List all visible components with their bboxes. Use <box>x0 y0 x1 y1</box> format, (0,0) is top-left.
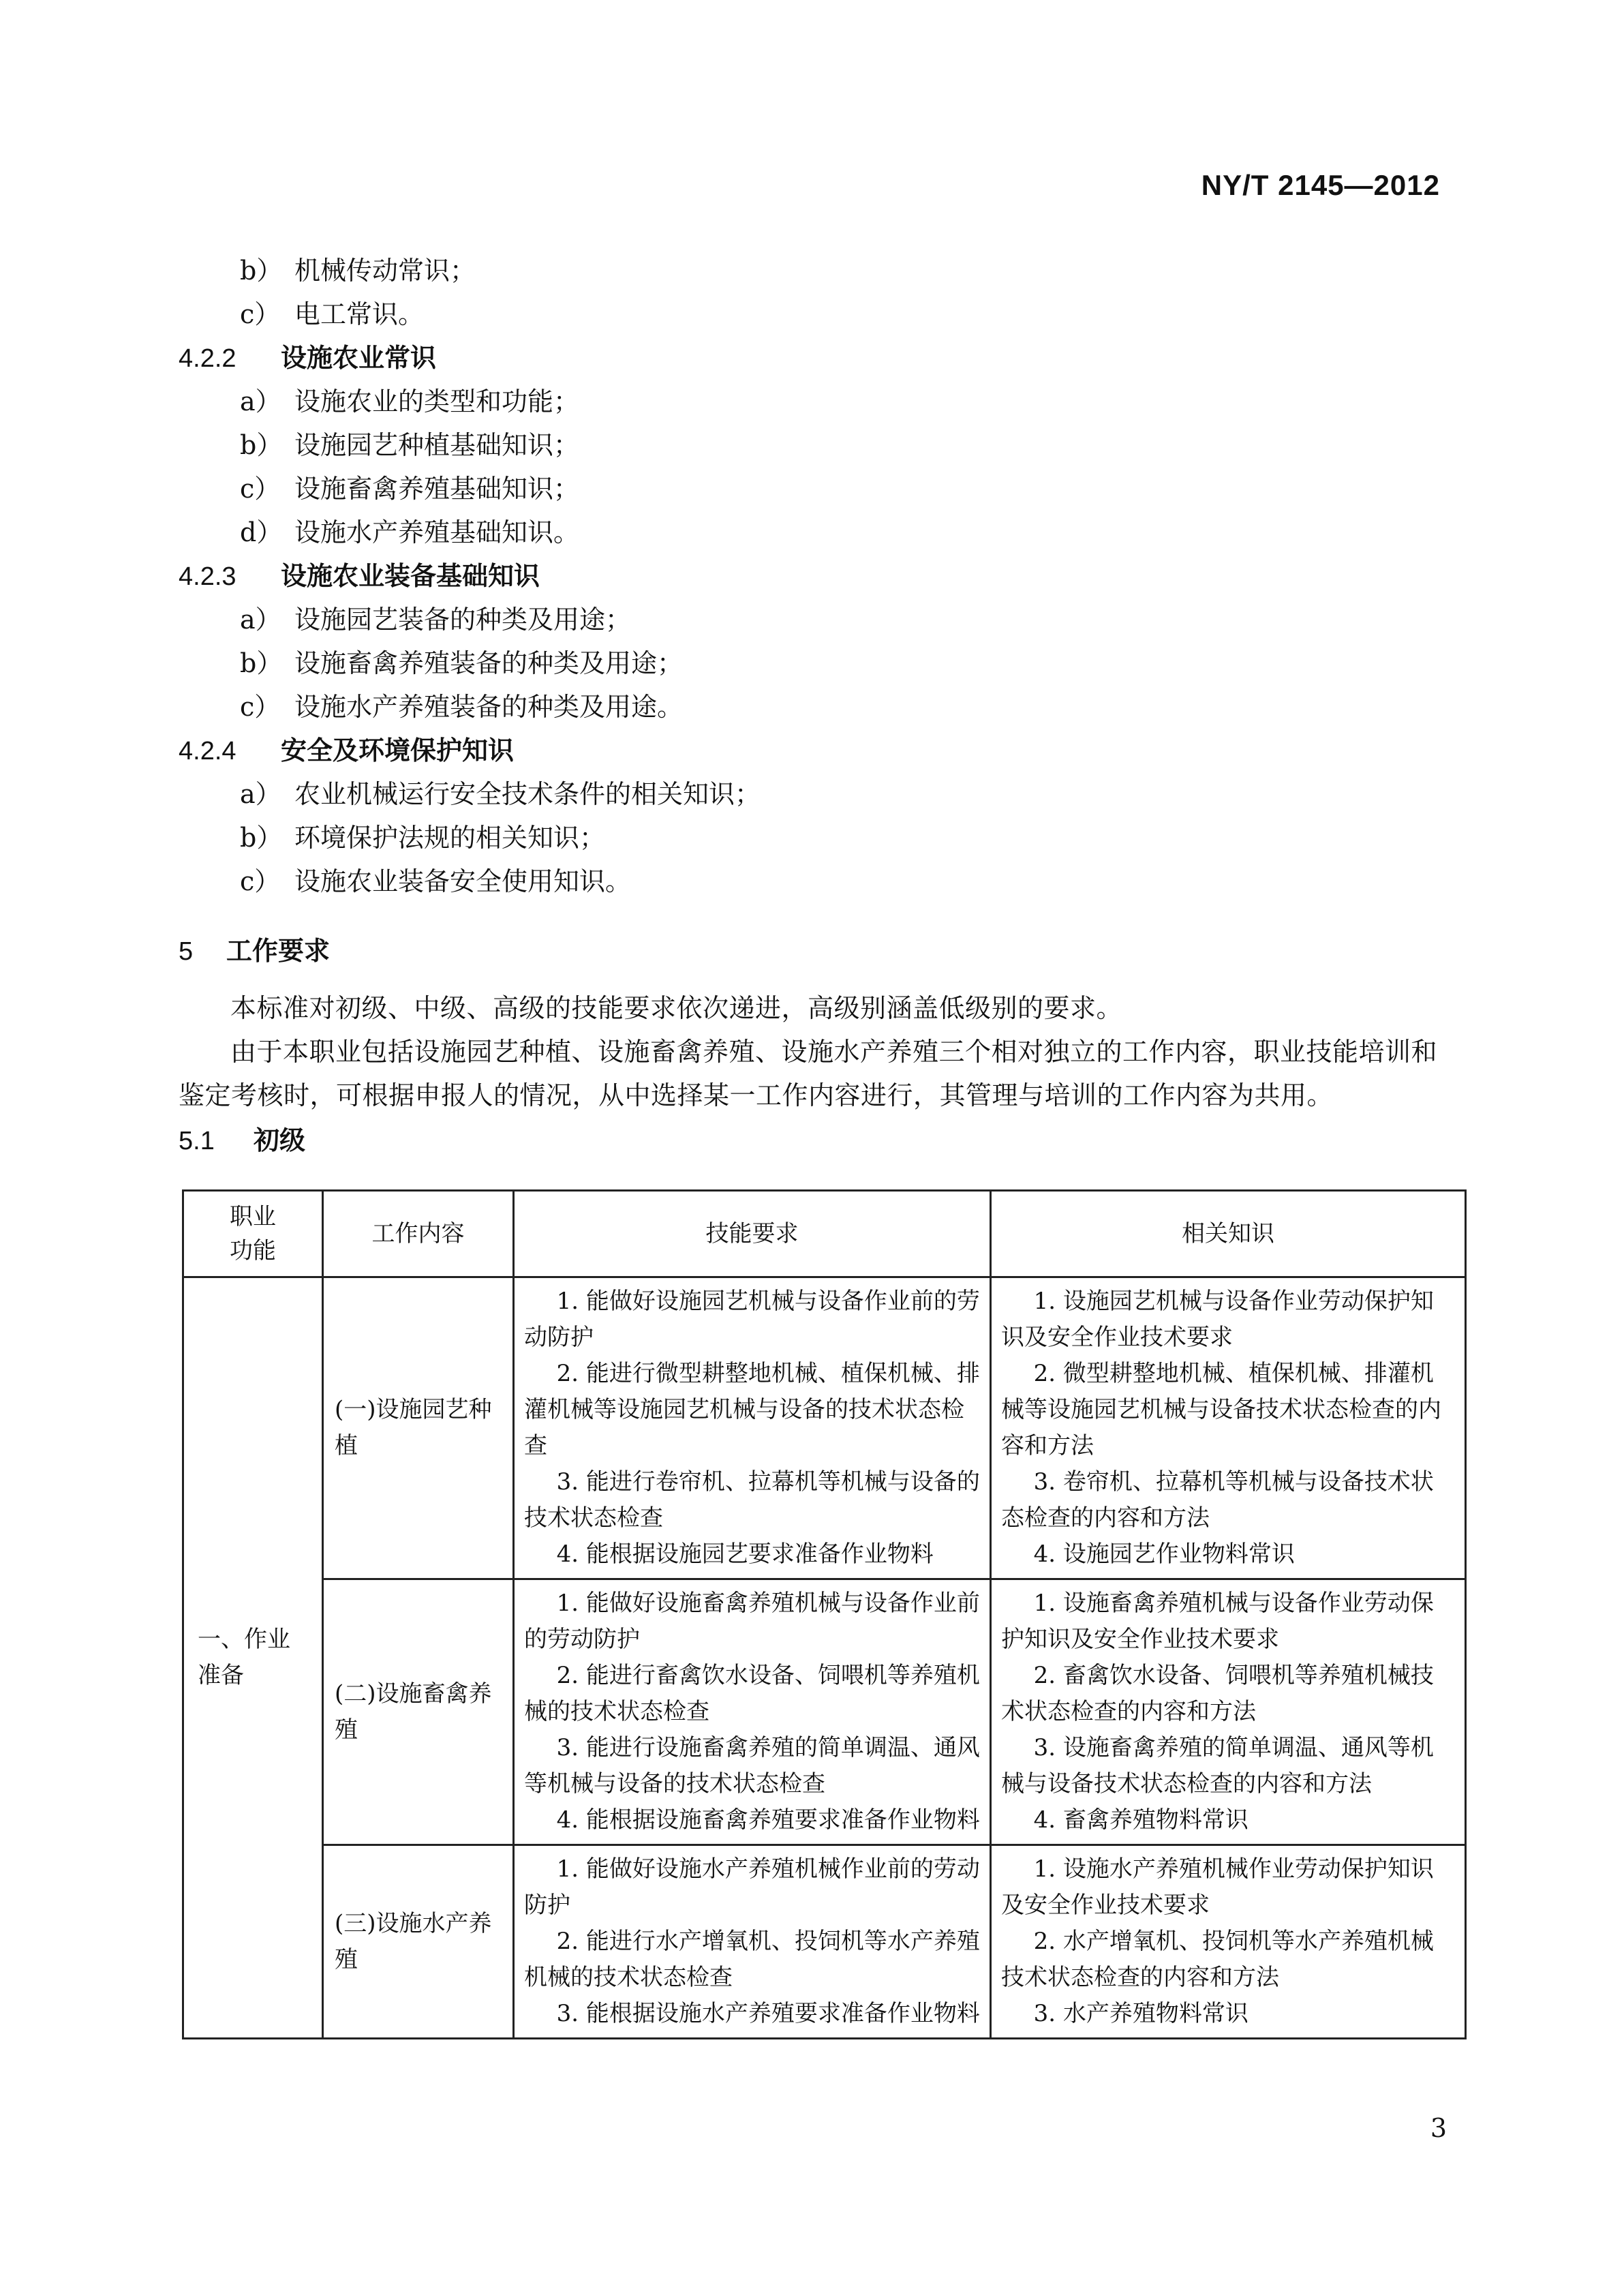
paragraph: 本标准对初级、中级、高级的技能要求依次递进，高级别涵盖低级别的要求。 <box>230 993 1123 1023</box>
work-content-cell: (一)设施园艺种植 <box>323 1277 514 1579</box>
knowledge-item: 3. 水产养殖物料常识 <box>1033 2000 1248 2027</box>
item-label: b） <box>240 430 283 460</box>
skill-item: 2. 能进行畜禽饮水设备、饲喂机等养殖机械的技术状态检查 <box>524 1662 980 1725</box>
skill-item: 1. 能做好设施畜禽养殖机械与设备作业前的劳动防护 <box>524 1590 980 1653</box>
skills-cell <box>514 1277 991 1579</box>
header-function <box>183 1191 323 1277</box>
table-header-row <box>183 1191 1466 1277</box>
section-number: 4.2.3 <box>179 562 236 591</box>
item-label: b） <box>240 256 283 286</box>
section-title: 安全及环境保护知识 <box>281 735 515 765</box>
skills-cell <box>514 1845 991 2039</box>
skill-item: 3. 能进行设施畜禽养殖的简单调温、通风等机械与设备的技术状态检查 <box>524 1734 980 1797</box>
item-label: b） <box>240 648 283 678</box>
work-content-cell: (二)设施畜禽养殖 <box>323 1579 514 1845</box>
item-text: 设施园艺装备的种类及用途； <box>294 605 632 635</box>
section-heading <box>179 554 1460 598</box>
item-label: d） <box>240 517 283 547</box>
section-number: 4.2.2 <box>179 344 236 373</box>
standard-code: NY/T 2145—2012 <box>1201 169 1440 201</box>
skill-item: 2. 能进行微型耕整地机械、植保机械、排灌机械等设施园艺机械与设备的技术状态检查 <box>524 1360 980 1459</box>
skill-item: 4. 能根据设施园艺要求准备作业物料 <box>556 1541 934 1568</box>
list-item <box>179 772 1460 816</box>
skills-cell <box>514 1579 991 1845</box>
document-body <box>179 249 1460 1162</box>
knowledge-item: 2. 水产增氧机、投饲机等水产养殖机械技术状态检查的内容和方法 <box>1001 1928 1434 1991</box>
item-label: c） <box>240 474 281 504</box>
chapter-number: 5 <box>179 937 194 966</box>
knowledge-cell <box>991 1277 1466 1579</box>
table-row <box>183 1277 1466 1579</box>
subsection-title: 初级 <box>254 1125 306 1155</box>
skill-item: 3. 能根据设施水产养殖要求准备作业物料 <box>556 2000 980 2027</box>
list-item <box>179 511 1460 554</box>
paragraph: 由于本职业包括设施园艺种植、设施畜禽养殖、设施水产养殖三个相对独立的工作内容，职业技能培训和鉴定考核时，可根据申报人的情况，从中选择某一工作内容进行，其管理与培训的工作内容为共用。 <box>179 1037 1438 1110</box>
knowledge-cell <box>991 1579 1466 1845</box>
item-text: 设施畜禽养殖装备的种类及用途； <box>294 648 684 678</box>
skill-item: 4. 能根据设施畜禽养殖要求准备作业物料 <box>556 1806 980 1834</box>
header-work-content: 工作内容 <box>323 1191 514 1277</box>
header-skill-requirements: 技能要求 <box>514 1191 991 1277</box>
item-label: b） <box>240 823 283 853</box>
item-label: a） <box>240 779 281 809</box>
item-text: 设施水产养殖装备的种类及用途。 <box>294 692 684 722</box>
skill-item: 2. 能进行水产增氧机、投饲机等水产养殖机械的技术状态检查 <box>524 1928 980 1991</box>
list-item <box>179 598 1460 641</box>
page-number: 3 <box>1430 2113 1447 2143</box>
header-related-knowledge: 相关知识 <box>991 1191 1466 1277</box>
item-text: 设施水产养殖基础知识。 <box>294 517 580 547</box>
knowledge-item: 4. 设施园艺作业物料常识 <box>1033 1541 1295 1568</box>
item-label: c） <box>240 299 281 329</box>
section-heading <box>179 729 1460 772</box>
item-label: c） <box>240 866 281 896</box>
section-title: 设施农业装备基础知识 <box>281 560 540 591</box>
requirements-table <box>182 1189 1467 2039</box>
chapter-title: 工作要求 <box>226 935 331 966</box>
list-item <box>179 467 1460 511</box>
subsection-number: 5.1 <box>179 1127 215 1155</box>
item-text: 农业机械运行安全技术条件的相关知识； <box>294 779 761 809</box>
item-text: 机械传动常识； <box>294 256 476 286</box>
function-cell: 一、作业准备 <box>183 1277 323 2039</box>
item-label: a） <box>240 386 281 416</box>
knowledge-item: 2. 畜禽饮水设备、饲喂机等养殖机械技术状态检查的内容和方法 <box>1001 1662 1434 1725</box>
list-item <box>179 816 1460 860</box>
knowledge-item: 1. 设施园艺机械与设备作业劳动保护知识及安全作业技术要求 <box>1001 1288 1434 1351</box>
skill-item: 1. 能做好设施园艺机械与设备作业前的劳动防护 <box>524 1288 980 1351</box>
table-row <box>183 1845 1466 2039</box>
knowledge-cell <box>991 1845 1466 2039</box>
knowledge-item: 3. 设施畜禽养殖的简单调温、通风等机械与设备技术状态检查的内容和方法 <box>1001 1734 1434 1797</box>
knowledge-item: 1. 设施畜禽养殖机械与设备作业劳动保护知识及安全作业技术要求 <box>1001 1590 1434 1653</box>
subsection-heading <box>179 1119 1460 1162</box>
item-label: c） <box>240 692 281 722</box>
section-heading <box>179 336 1460 380</box>
list-item <box>179 249 1460 292</box>
header-function-line: 功能 <box>230 1237 276 1264</box>
list-item <box>179 380 1460 423</box>
knowledge-item: 2. 微型耕整地机械、植保机械、排灌机械等设施园艺机械与设备技术状态检查的内容和方法 <box>1001 1360 1441 1459</box>
skill-item: 1. 能做好设施水产养殖机械作业前的劳动防护 <box>524 1855 980 1919</box>
list-item <box>179 860 1460 903</box>
list-item <box>179 423 1460 467</box>
list-item <box>179 685 1460 729</box>
list-item <box>179 292 1460 336</box>
list-item <box>179 641 1460 685</box>
table-row <box>183 1579 1466 1845</box>
item-text: 设施畜禽养殖基础知识； <box>294 474 580 504</box>
knowledge-item: 1. 设施水产养殖机械作业劳动保护知识及安全作业技术要求 <box>1001 1855 1434 1919</box>
item-label: a） <box>240 605 281 635</box>
chapter-heading <box>179 929 1460 973</box>
work-content-cell: (三)设施水产养殖 <box>323 1845 514 2039</box>
item-text: 设施园艺种植基础知识； <box>294 430 580 460</box>
item-text: 设施农业的类型和功能； <box>294 386 580 416</box>
item-text: 电工常识。 <box>294 299 425 329</box>
item-text: 环境保护法规的相关知识； <box>294 823 606 853</box>
section-title: 设施农业常识 <box>281 342 437 373</box>
item-text: 设施农业装备安全使用知识。 <box>294 866 632 896</box>
skill-item: 3. 能进行卷帘机、拉幕机等机械与设备的技术状态检查 <box>524 1468 980 1532</box>
section-number: 4.2.4 <box>179 737 236 765</box>
knowledge-item: 4. 畜禽养殖物料常识 <box>1033 1806 1248 1834</box>
knowledge-item: 3. 卷帘机、拉幕机等机械与设备技术状态检查的内容和方法 <box>1001 1468 1434 1532</box>
header-function-line: 职业 <box>230 1203 276 1230</box>
